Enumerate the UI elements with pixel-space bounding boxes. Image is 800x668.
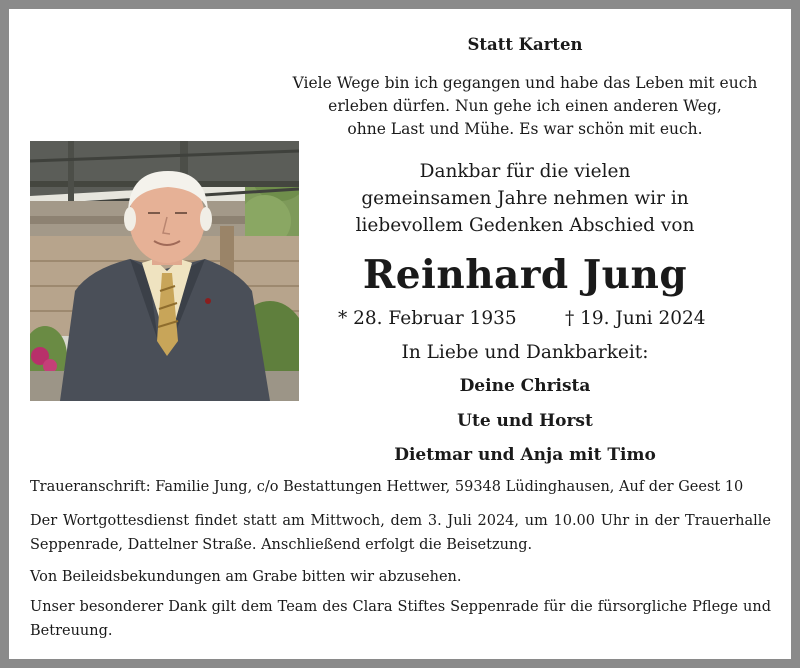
birth-date: * 28. Februar 1935 [338,308,517,329]
intro-line: Dankbar für die vielen [419,161,631,182]
gratitude-paragraph: Unser besonderer Dank gilt dem Team des Clara Stiftes Seppenrade für die fürsorgliche Pflege und Betreuung. [30,599,771,639]
portrait-photo [30,141,299,401]
mourner-name: Dietmar und Anja mit Timo [394,445,656,465]
deceased-name: Reinhard Jung [362,252,688,298]
mourning-address: Traueranschrift: Familie Jung, c/o Bestattungen Hettwer, 59348 Lüdinghausen, Auf der Geest 10 [30,479,744,495]
intro-text [330,158,720,239]
poem [280,72,770,141]
mourner-name: Ute und Horst [457,411,593,431]
notice-heading: Statt Karten [467,35,583,54]
poem-line: erleben dürfen. Nun gehe ich einen anderen Weg, [328,97,722,115]
condolence-paragraph: Von Beileidsbekundungen am Grabe bitten wir abzusehen. [30,569,462,585]
poem-line: Viele Wege bin ich gegangen und habe das Leben mit euch [292,74,758,92]
thanks-line: In Liebe und Dankbarkeit: [401,342,649,363]
service-paragraph: Der Wortgottesdienst findet statt am Mittwoch, dem 3. Juli 2024, um 10.00 Uhr in der Trauerhalle Seppenrade, Dattelner Straße. Anschließend erfolgt die Beisetzung. [30,513,771,553]
poem-line: ohne Last und Mühe. Es war schön mit euch. [347,120,703,138]
mourner-name: Deine Christa [459,376,591,396]
intro-line: gemeinsamen Jahre nehmen wir in [361,188,689,209]
intro-line: liebevollem Gedenken Abschied von [355,215,695,236]
death-date: † 19. Juni 2024 [565,308,706,329]
